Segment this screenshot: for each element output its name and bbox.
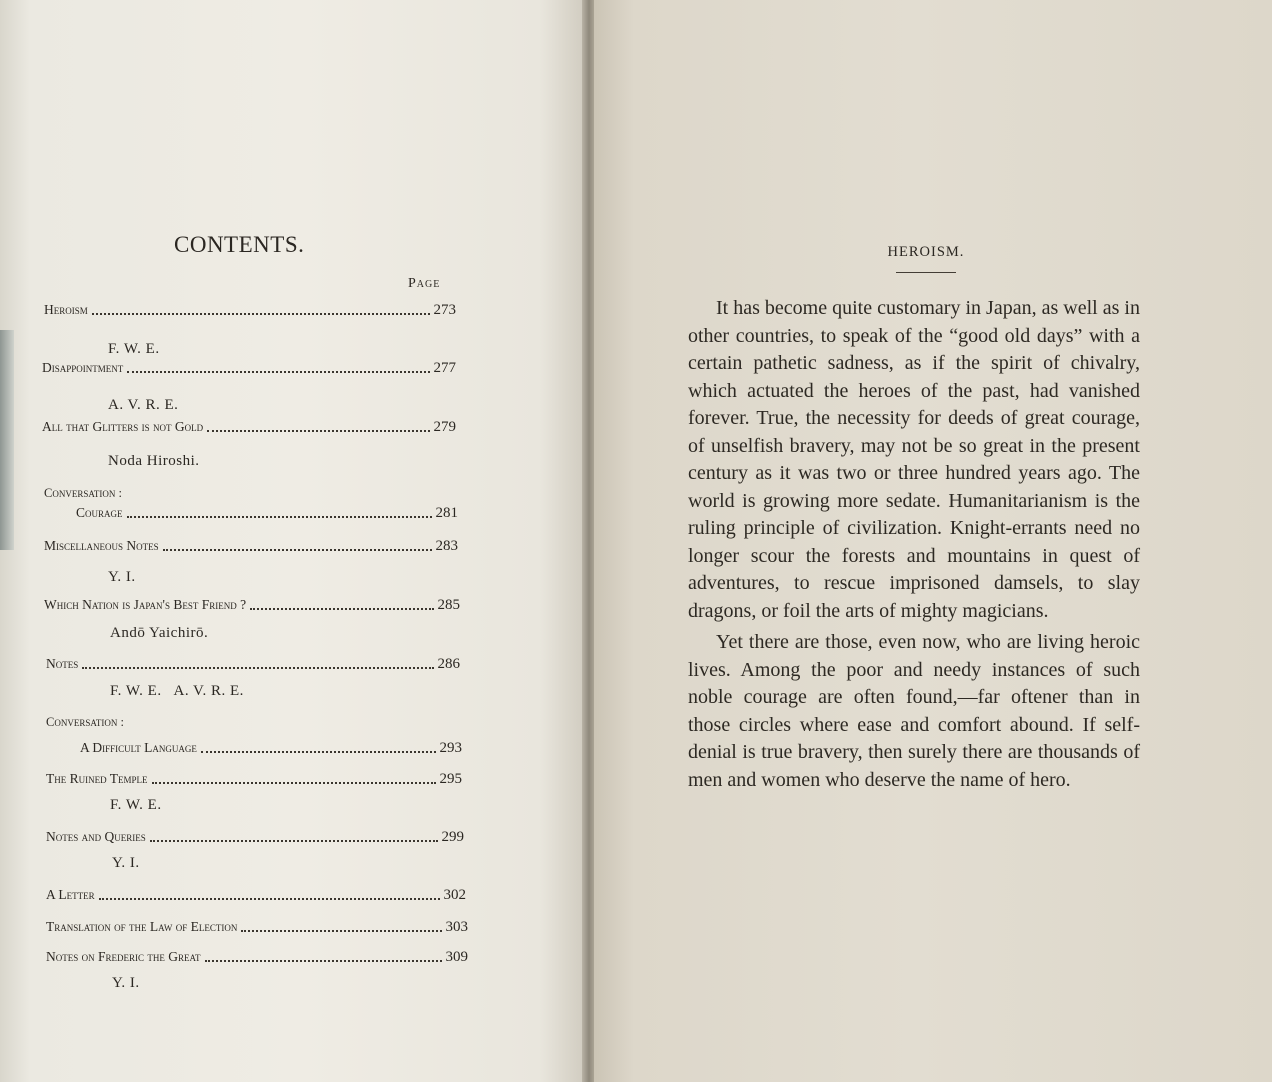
leader-dots bbox=[92, 301, 430, 315]
toc-author: F. W. E. A. V. R. E. bbox=[110, 683, 244, 699]
toc-entry-title: The Ruined Temple bbox=[46, 771, 148, 786]
toc-section: Conversation : bbox=[44, 486, 122, 500]
toc-entry-notes-and-queries bbox=[46, 826, 464, 848]
toc-author: Andō Yaichirō. bbox=[110, 625, 209, 641]
leader-dots bbox=[163, 537, 432, 551]
leader-dots bbox=[127, 504, 432, 518]
toc-author: Noda Hiroshi. bbox=[108, 453, 200, 469]
article-paragraph: Yet there are those, even now, who are living heroic lives. Among the poor and needy instances of such noble courage are often found,—far oftener than in those circles where ease and comfort abound. If self-denial is true bravery, then surely there are thousands of men and women who deserve the name of hero. bbox=[688, 631, 1140, 791]
leader-dots bbox=[250, 596, 433, 610]
leader-dots bbox=[207, 418, 429, 432]
toc-entry-courage bbox=[76, 502, 458, 524]
toc-entry-a-difficult-language bbox=[80, 737, 462, 759]
toc-entry-page: 273 bbox=[433, 302, 456, 318]
toc-author: Y. I. bbox=[108, 569, 136, 585]
toc-author: A. V. R. E. bbox=[108, 397, 179, 413]
toc-entry-page: 279 bbox=[433, 419, 456, 435]
toc-entry-title: Heroism bbox=[44, 302, 88, 317]
toc-entry-title: Notes on Frederic the Great bbox=[46, 949, 201, 964]
toc-section: Conversation : bbox=[46, 715, 124, 729]
toc-entry-page: 277 bbox=[433, 360, 456, 376]
contents-title: CONTENTS. bbox=[174, 232, 305, 257]
toc-entry-notes bbox=[46, 653, 460, 675]
toc-entry-page: 303 bbox=[445, 919, 468, 935]
toc-entry-all-that-glitters bbox=[42, 416, 456, 438]
toc-entry-frederic-the-great bbox=[46, 946, 468, 968]
toc-entry-page: 283 bbox=[435, 538, 458, 554]
toc-entry-title: A Letter bbox=[46, 887, 95, 902]
toc-entry-page: 286 bbox=[437, 656, 460, 672]
toc-author: Y. I. bbox=[112, 855, 140, 871]
article-paragraph: It has become quite customary in Japan, as well as in other countries, to speak of the “good old days” with a certain pathetic sadness, as if the spirit of chivalry, which actuated the heroes of the past, had vanished forever. True, the necessity for deeds of great courage, of unselfish bravery, may not be so great in the present century as it was two or three hundred years ago. The world is growing more sedate. Humanitarianism is the ruling principle of civilization. Knight-errants need no longer scour the forests and mountains in quest of adventures, to rescue imprisoned damsels, to slay dragons, or foil the arts of mighty magicians. bbox=[688, 297, 1140, 622]
toc-entry-translation-law bbox=[46, 916, 468, 938]
toc-entry-a-letter bbox=[46, 884, 466, 906]
leader-dots bbox=[201, 739, 436, 753]
toc-entry-heroism bbox=[44, 299, 456, 321]
toc-entry-title: Translation of the Law of Election bbox=[46, 919, 238, 934]
toc-entry-page: 293 bbox=[439, 740, 462, 756]
page-edge-shadow bbox=[0, 330, 14, 550]
article-body bbox=[688, 295, 1140, 798]
toc-entry-page: 281 bbox=[435, 505, 458, 521]
toc-entry-which-nation bbox=[44, 594, 460, 616]
toc-entry-page: 299 bbox=[441, 829, 464, 845]
toc-entry-page: 295 bbox=[439, 771, 462, 787]
page-column-header: Page bbox=[408, 276, 441, 291]
toc-entry-miscellaneous-notes bbox=[44, 535, 458, 557]
leader-dots bbox=[205, 948, 442, 962]
toc-entry-title: A Difficult Language bbox=[80, 740, 197, 755]
toc-entry-title: Miscellaneous Notes bbox=[44, 538, 159, 553]
leader-dots bbox=[241, 918, 441, 932]
article-title: HEROISM. bbox=[887, 244, 965, 260]
leader-dots bbox=[127, 359, 429, 373]
toc-entry-title: Which Nation is Japan's Best Friend ? bbox=[44, 597, 247, 612]
leader-dots bbox=[82, 655, 433, 669]
toc-entry-page: 309 bbox=[445, 949, 468, 965]
toc-entry-title: Disappointment bbox=[42, 360, 124, 375]
leader-dots bbox=[150, 828, 438, 842]
toc-author: F. W. E. bbox=[108, 341, 160, 357]
toc-entry-title: All that Glitters is not Gold bbox=[42, 419, 204, 434]
toc-entry-the-ruined-temple bbox=[46, 768, 462, 790]
toc-entry-title: Notes and Queries bbox=[46, 829, 146, 844]
toc-entry-page: 302 bbox=[443, 887, 466, 903]
toc-entry-title: Notes bbox=[46, 656, 79, 671]
toc-entry-disappointment bbox=[42, 357, 456, 379]
leader-dots bbox=[99, 886, 440, 900]
title-rule bbox=[896, 272, 956, 273]
toc-entry-title: Courage bbox=[76, 505, 123, 520]
leader-dots bbox=[152, 770, 436, 784]
toc-author: Y. I. bbox=[112, 975, 140, 991]
toc-author: F. W. E. bbox=[110, 797, 162, 813]
toc-entry-page: 285 bbox=[437, 597, 460, 613]
